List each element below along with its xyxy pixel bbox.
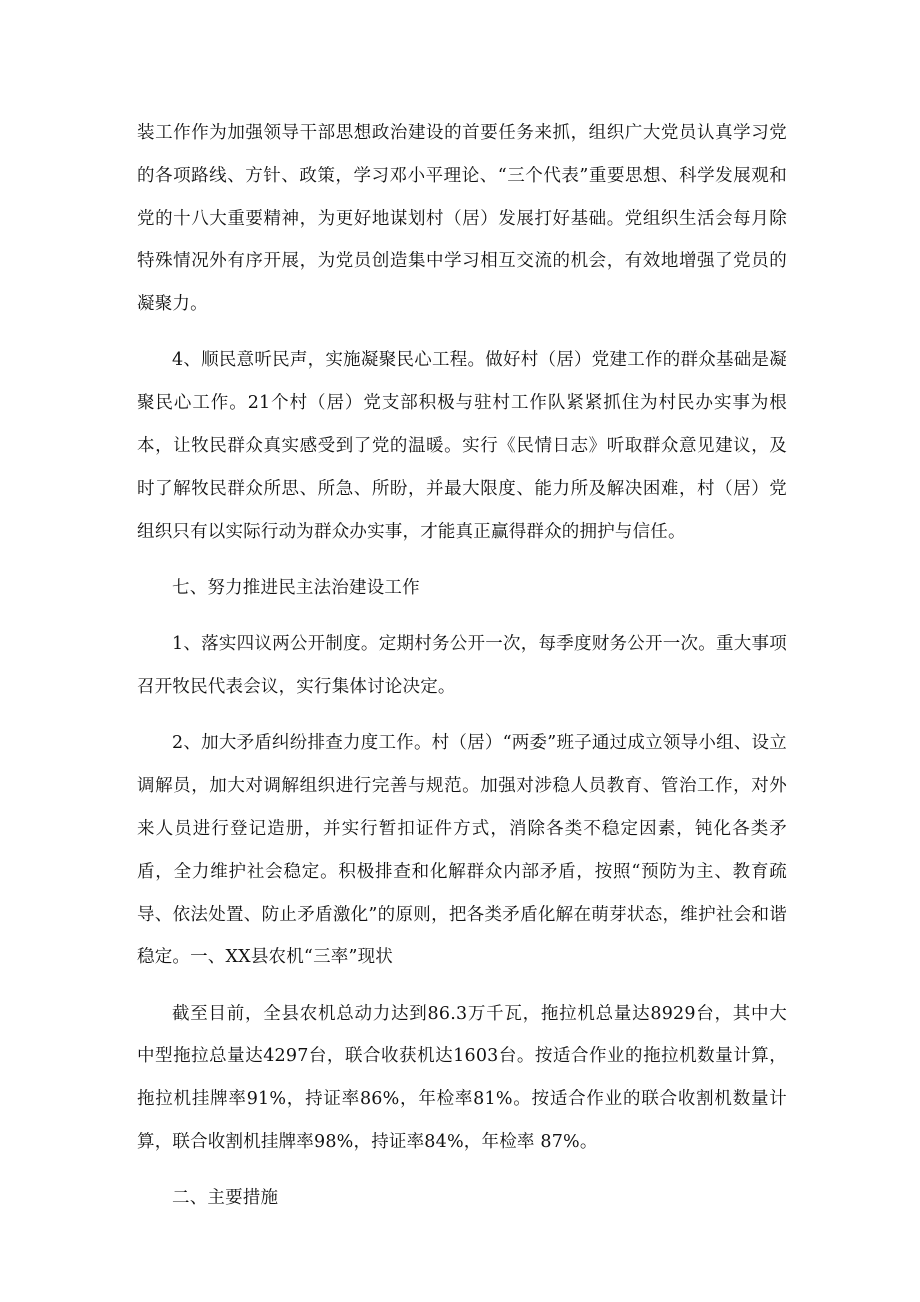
paragraph-item-1-disclosure: 1、落实四议两公开制度。定期村务公开一次，每季度财务公开一次。重大事项召开牧民代表会议，实行集体讨论决定。: [137, 634, 787, 698]
paragraph-party-study: 装工作作为加强领导干部思想政治建设的首要任务来抓，组织广大党员认真学习党的各项路线、方针、政策，学习邓小平理论、“三个代表”重要思想、科学发展观和党的十八大重要精神，为更好地谋划村（居）发展打好基础。党组织生活会每月除特殊情况外有序开展，为党员创造集中学习相互交流的机会，有效地增强了党员的凝聚力。: [137, 123, 787, 315]
document-body: [137, 112, 787, 1220]
section-heading-seven: 七、努力推进民主法治建设工作: [172, 577, 420, 598]
paragraph-farm-machinery-status: 截至目前，全县农机总动力达到86.3万千瓦，拖拉机总量达8929台，其中大中型拖拉总量达4297台，联合收获机达1603台。按适合作业的拖拉机数量计算，拖拉机挂牌率91%，持证率86%，年检率81%。按适合作业的联合收割机数量计算，联合收割机挂牌率98%，持证率84%，年检率 87%。: [137, 1003, 787, 1153]
section-heading-two: 二、主要措施: [172, 1188, 279, 1209]
paragraph-item-2-dispute-resolution: 2、加大矛盾纠纷排查力度工作。村（居）“两委”班子通过成立领导小组、设立调解员，加大对调解组织进行完善与规范。加强对涉稳人员教育、管治工作，对外来人员进行登记造册，并实行暂扣证件方式，消除各类不稳定因素，钝化各类矛盾，全力维护社会稳定。积极排查和化解群众内部矛盾，按照“预防为主、教育疏导、依法处置、防止矛盾激化”的原则，把各类矛盾化解在萌芽状态，维护社会和谐稳定。一、XX县农机“三率”现状: [137, 733, 787, 968]
paragraph-item-4-public-opinion: 4、顺民意听民声，实施凝聚民心工程。做好村（居）党建工作的群众基础是凝聚民心工作。21个村（居）党支部积极与驻村工作队紧紧抓住为村民办实事为根本，让牧民群众真实感受到了党的温暖。实行《民情日志》听取群众意见建议，及时了解牧民群众所思、所急、所盼，并最大限度、能力所及解决困难，村（居）党组织只有以实际行动为群众办实事，才能真正赢得群众的拥护与信任。: [137, 350, 787, 542]
